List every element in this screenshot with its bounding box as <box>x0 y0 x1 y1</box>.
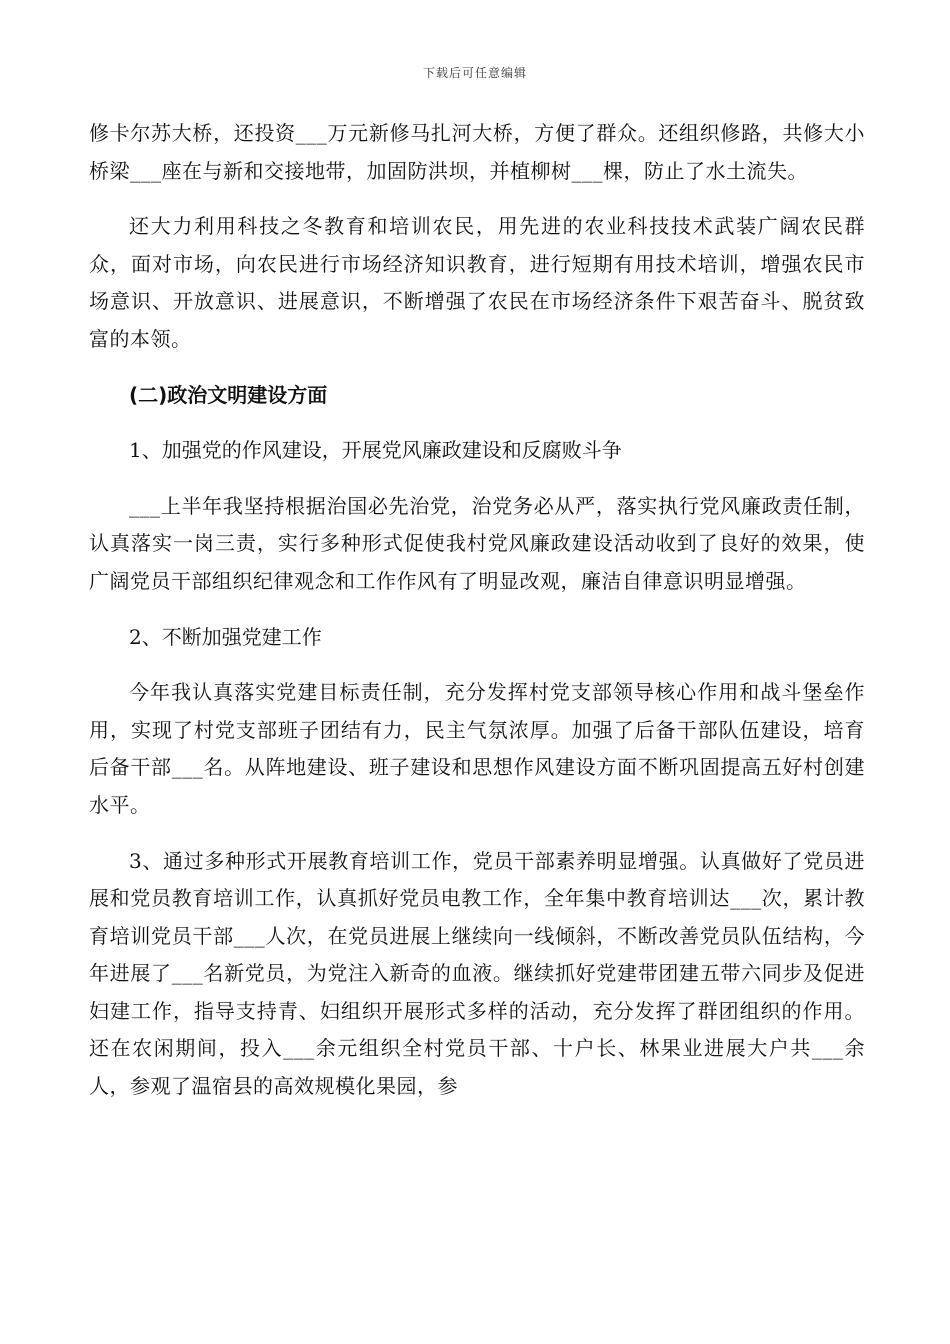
subheading-party-building: 2、不断加强党建工作 <box>129 624 322 649</box>
document-body <box>89 115 865 1124</box>
page-header: 下载后可任意编辑 <box>422 66 527 80</box>
section-heading-political: (二)政治文明建设方面 <box>129 382 328 407</box>
paragraph-farmer-training: 还大力利用科技之冬教育和培训农民，用先进的农业科技技术武装广阔农民群众，面对市场，向农民进行市场经济知识教育，进行短期有用技术培训，增强农民市场意识、开放意识、进展意识，不断增强了农民在市场经济条件下艰苦奋斗、脱贫致富的本领。 <box>89 214 865 351</box>
paragraph-party-building: 今年我认真落实党建目标责任制，充分发挥村党支部领导核心作用和战斗堡垒作用，实现了村党支部班子团结有力，民主气氛浓厚。加强了后备干部队伍建设，培育后备干部___名。从阵地建设、班子建设和思想作风建设方面不断巩固提高五好村创建水平。 <box>89 680 865 817</box>
subheading-party-style: 1、加强党的作风建设，开展党风廉政建设和反腐败斗争 <box>129 438 622 463</box>
paragraph-education-training: 3、通过多种形式开展教育培训工作，党员干部素养明显增强。认真做好了党员进展和党员教育培训工作，认真抓好党员电教工作，全年集中教育培训达___次，累计教育培训党员干部___人次，在党员进展上继续向一线倾斜，不断改善党员队伍结构，今年进展了___名新党员，为党注入新奇的血液。继续抓好党建带团建五带六同步及促进妇建工作，指导支持青、妇组织开展形式多样的活动，充分发挥了群团组织的作用。还在农闲期间，投入___余元组织全村党员干部、十户长、林果业进展大户共___余人，参观了温宿县的高效规模化果园，参 <box>89 848 865 1099</box>
paragraph-bridges: 修卡尔苏大桥，还投资___万元新修马扎河大桥，方便了群众。还组织修路，共修大小桥梁___座在与新和交接地带，加固防洪坝，并植柳树___棵，防止了水土流失。 <box>89 121 865 183</box>
paragraph-anti-corruption: ___上半年我坚持根据治国必先治党，治党务必从严，落实执行党风廉政责任制，认真落实一岗三责，实行多种形式促使我村党风廉政建设活动收到了良好的效果，使广阔党员干部组织纪律观念和工作作风有了明显改观，廉洁自律意识明显增强。 <box>89 493 865 593</box>
